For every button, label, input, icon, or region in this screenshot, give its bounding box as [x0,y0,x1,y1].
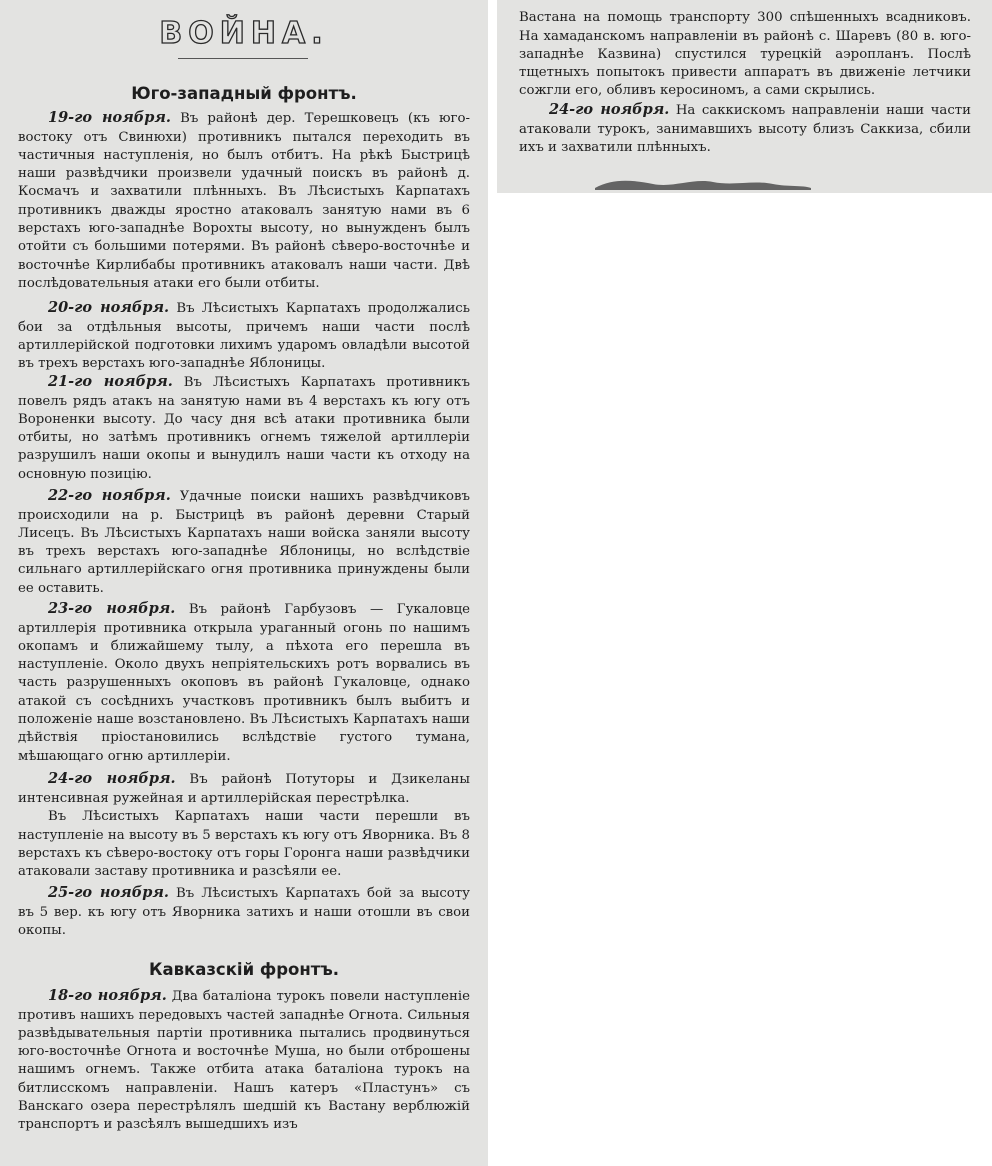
entry-text: Въ Лѣсистыхъ Карпатахъ наши части перешли въ наступленіе на высоту въ 5 верстахъ къ югу отъ Яворника. Въ 8 верстахъ къ сѣверо-востоку отъ горы Горонга наши развѣдчики атаковали заставу противника и разсѣяли ее. [18,809,470,880]
entry-paragraph [18,109,470,293]
right-column-fragment [497,0,992,193]
entry-text: Два баталіона турокъ повели наступленіе противъ нашихъ передовыхъ частей западнѣе Огнота. Сильныя развѣдывательныя партіи противника пытались продвинуться юго-восточнѣе Огнота и восточнѣе Муша, но были отброшены нашимъ огнемъ. Также отбита атака баталіона турокъ на битлисскомъ направленіи. Нашъ катеръ «Пластунъ» съ Ванскаго озера перестрѣлялъ шедшій къ Вастану верблюжій транспортъ и разсѣялъ вышедшихъ изъ [18,989,471,1133]
entry-paragraph [18,987,470,1134]
entry-text: Вастана на помощь транспорту 300 спѣшенныхъ всадниковъ. На хамаданскомъ направленіи въ районѣ с. Шаревъ (80 в. юго-западнѣе Казвина) спустился турецкій аэропланъ. Послѣ тщетныхъ попытокъ привести аппаратъ въ движеніе летчики сожгли его, обливъ керосиномъ, а сами скрылись. [519,10,971,99]
entry-paragraph [519,101,971,157]
decorative-ornament-icon [593,176,813,190]
entry-date: 21-го ноября. [48,373,173,391]
entry-date: 19-го ноября. [48,109,171,127]
entry-text: Въ Лѣсистыхъ Карпатахъ продолжались бои за отдѣльныя высоты, причемъ наши части послѣ артиллерійской подготовки лихимъ ударомъ овладѣли высотой въ трехъ верстахъ юго-западнѣе Яблоницы. [18,301,470,372]
entry-paragraph [18,770,470,808]
entry-paragraph [18,884,470,940]
entry-text: Въ Лѣсистыхъ Карпатахъ противникъ повелъ рядъ атакъ на занятую нами въ 4 верстахъ къ югу отъ Вороненки высоту. До часу дня всѣ атаки противника были отбиты, но затѣмъ противникъ огнемъ тяжелой артиллеріи разрушилъ наши окопы и вынудилъ наши части къ отходу на основную позицію. [18,375,470,482]
entry-text: Удачные поиски нашихъ развѣдчиковъ происходили на р. Быстрицѣ въ районѣ деревни Старый Лисецъ. Въ Лѣсистыхъ Карпатахъ наши войска заняли высоту въ трехъ верстахъ юго-западнѣе Яблоницы, но вслѣдствіе сильнаго артиллерійскаго огня противника принуждены были ее оставить. [18,489,471,596]
entry-paragraph [18,487,470,598]
title-underline [178,58,308,59]
entry-date: 20-го ноября. [48,299,170,317]
entry-paragraph [18,808,470,881]
section-heading-caucasus: Кавказскій фронтъ. [148,960,340,979]
entry-text: Въ Лѣсистыхъ Карпатахъ бой за высоту въ 5 вер. къ югу отъ Яворника затихъ и наши отошли въ свои окопы. [18,886,470,938]
entry-text: Въ районѣ Гарбузовъ — Гукаловце артиллерія противника открыла ураганный огонь по нашимъ окопамъ и ближайшему тылу, а пѣхота его перешла въ наступленіе. Около двухъ непріятельскихъ ротъ ворвались въ часть разрушенныхъ окоповъ въ районѣ Гукаловце, однако атакой съ сосѣднихъ участковъ противникъ былъ выбитъ и положеніе наше возстановлено. Въ Лѣсистыхъ Карпатахъ наши дѣйствія пріостановились вслѣдствіе густого тумана, мѣшающаго огню артиллеріи. [18,602,471,764]
entry-paragraph [18,299,470,373]
entry-date: 23-го ноября. [48,600,176,618]
entry-date: 24-го ноября. [48,770,176,788]
entry-text: Въ районѣ Потуторы и Дзикеланы интенсивная ружейная и артиллерійская перестрѣлка. [18,772,471,806]
left-column [0,0,488,1166]
entry-date: 18-го ноября. [48,987,167,1005]
entry-paragraph [18,600,470,766]
page-title: ВОЙНА. [159,16,329,51]
entry-paragraph [18,373,470,484]
section-heading-southwest: Юго-западный фронтъ. [131,84,357,103]
entry-text: На саккискомъ направленіи наши части атаковали турокъ, занимавшихъ высоту близъ Саккиза, сбили ихъ и захватили плѣнныхъ. [519,103,972,155]
entry-date: 25-го ноября. [48,884,169,902]
continued-paragraph [519,9,971,100]
entry-date: 24-го ноября. [549,101,670,119]
entry-text: Въ районѣ дер. Терешковецъ (къ юго-востоку отъ Свинюхи) противникъ пытался переходить въ частичныя наступленія, но былъ отбитъ. На рѣкѣ Быстрицѣ наши развѣдчики произвели удачный поискъ въ районѣ д. Космачъ и захватили плѣнныхъ. Въ Лѣсистыхъ Карпатахъ противникъ дважды яростно атаковалъ занятую нами въ 6 верстахъ юго-западнѣе Ворохты высоту, но вынужденъ былъ отойти съ большими потерями. Въ районѣ сѣверо-восточнѣе и восточнѣе Кирлибабы противникъ атаковалъ наши части. Двѣ послѣдовательныя атаки его были отбиты. [18,111,470,291]
entry-date: 22-го ноября. [48,487,171,505]
